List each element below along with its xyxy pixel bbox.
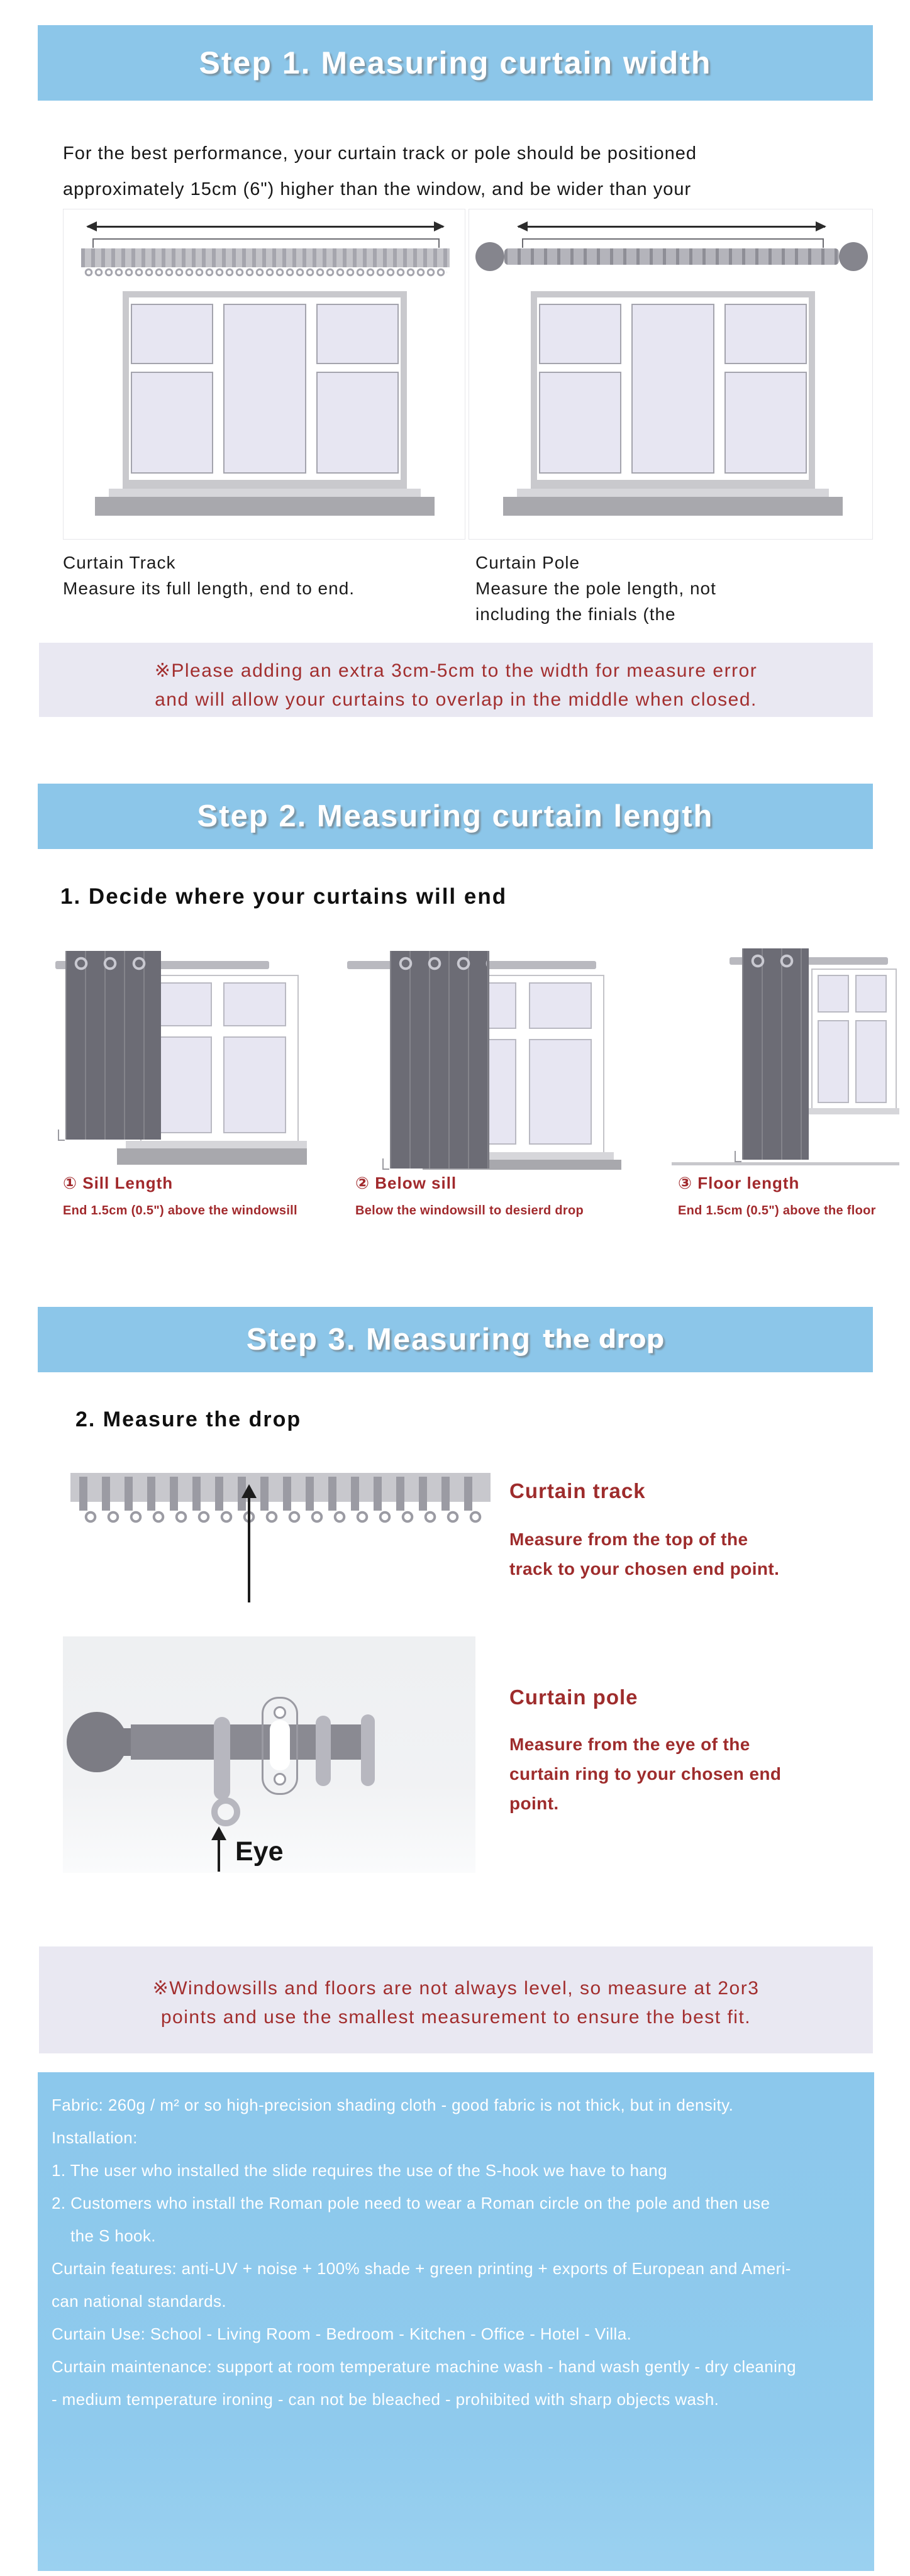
curtain-pole-body	[509, 1729, 781, 1818]
curtain-pole-title: Curtain pole	[509, 1685, 638, 1709]
window-frame	[531, 291, 815, 489]
window-pane	[316, 372, 399, 474]
below-sill-diagram	[347, 938, 621, 1170]
window-sill	[805, 1108, 899, 1114]
window-sill-base	[503, 497, 843, 516]
curtain-grommets	[68, 954, 158, 973]
window-pane	[724, 304, 807, 364]
window-pane	[529, 982, 592, 1029]
window-sill	[126, 1141, 307, 1148]
window-pane	[223, 304, 306, 474]
width-note	[39, 643, 873, 717]
window-pane	[223, 1036, 286, 1133]
window-pane	[316, 304, 399, 364]
curtain-track-diagram	[63, 209, 465, 540]
bracket-slot	[270, 1720, 290, 1770]
curtain-ring	[316, 1716, 331, 1786]
track-body-line-2: track to your chosen end point.	[509, 1559, 780, 1579]
pole-caption-title: Curtain Pole	[475, 553, 580, 572]
track-glider-hooks	[84, 267, 447, 278]
step2-banner-text: Step 2. Measuring curtain length	[197, 799, 714, 833]
windowsill-note-line-1: ※Windowsills and floors are not always level, so measure at 2or3	[152, 1978, 760, 1999]
measure-bracket	[522, 238, 824, 248]
step1-banner-text: Step 1. Measuring curtain width	[199, 45, 712, 80]
curtain-grommets	[392, 954, 487, 973]
sill-length-desc: End 1.5cm (0.5") above the windowsill	[63, 1204, 297, 1218]
info-line-install-2: 2. Customers who install the Roman pole need to wear a Roman circle on the pole and then use	[52, 2194, 770, 2212]
eye-label: Eye	[235, 1836, 284, 1867]
step3-heading: 2. Measure the drop	[75, 1407, 302, 1431]
window-pane	[631, 304, 714, 474]
window-column	[630, 297, 716, 480]
track-body-line-1: Measure from the top of the	[509, 1530, 748, 1549]
sill-length-label	[63, 1174, 297, 1218]
pole-caption-body-1: Measure the pole length, not	[475, 579, 716, 598]
eye-arrow-line	[218, 1839, 220, 1872]
drop-arrow-head	[241, 1484, 257, 1498]
width-note-line-2: and will allow your curtains to overlap in the middle when closed.	[155, 689, 757, 710]
below-sill-desc: Below the windowsill to desierd drop	[355, 1204, 584, 1218]
drop-arrow-line	[248, 1497, 250, 1602]
windowsill-note-line-2: points and use the smallest measurement to ensure the best fit.	[160, 2007, 752, 2028]
mounting-bracket	[262, 1697, 298, 1795]
info-line-features-2: can national standards.	[52, 2292, 227, 2311]
window-sill	[109, 489, 421, 497]
track-drop-diagram	[70, 1465, 491, 1616]
intro-line-1: For the best performance, your curtain track or pole should be positioned	[63, 143, 697, 164]
curtain-pole-diagram	[469, 209, 873, 540]
curtain-panel	[65, 951, 161, 1140]
step3-banner	[38, 1307, 873, 1372]
info-line-maintenance-2: - medium temperature ironing - can not be bleached - prohibited with sharp objects wash.	[52, 2390, 719, 2409]
window-pane	[131, 304, 213, 364]
width-note-line-1: ※Please adding an extra 3cm-5cm to the width for measure error	[154, 660, 758, 681]
pole-body-line-2: curtain ring to your chosen end	[509, 1764, 782, 1784]
intro-line-2: approximately 15cm (6") higher than the window, and be wider than your	[63, 179, 692, 199]
width-measure-arrow	[87, 226, 443, 228]
window-pane	[855, 1020, 887, 1103]
product-info-box	[38, 2072, 874, 2571]
step3-banner-text: Step 3. Measuring	[246, 1323, 532, 1357]
window-column	[314, 297, 401, 480]
curtain-track-title: Curtain track	[509, 1479, 646, 1502]
window-inner	[537, 297, 809, 480]
track-glider-rings	[79, 1511, 482, 1524]
info-line-fabric: Fabric: 260g / m² or so high-precision shading cloth - good fabric is not thick, but in density.	[52, 2096, 734, 2114]
curtain-track-bar	[81, 248, 450, 267]
measure-tick	[382, 1158, 389, 1170]
info-line-features: Curtain features: anti-UV + noise + 100% shade + green printing + exports of European and Ameri-	[52, 2259, 791, 2278]
bracket-screw-hole	[274, 1773, 286, 1785]
window-inner	[129, 297, 401, 480]
window-pane	[131, 372, 213, 474]
window-pane	[539, 372, 621, 474]
measure-bracket	[92, 238, 440, 248]
ring-eye	[211, 1797, 240, 1826]
track-caption	[63, 550, 355, 601]
info-line-install-1: 1. The user who installed the slide requires the use of the S-hook we have to hang	[52, 2161, 668, 2180]
step2-banner	[38, 784, 873, 849]
window-sill-base	[117, 1148, 307, 1165]
window-column	[537, 297, 623, 480]
pole-finial-left	[475, 242, 504, 271]
sill-length-diagram	[55, 938, 307, 1170]
curtain-panel	[742, 948, 809, 1160]
track-glider-stems	[79, 1477, 482, 1511]
bracket-screw-hole	[274, 1706, 286, 1719]
pole-caption	[475, 550, 716, 627]
window-pane	[855, 975, 887, 1013]
floor-length-diagram	[672, 938, 899, 1170]
pole-finial	[67, 1712, 127, 1772]
below-sill-label	[355, 1174, 584, 1218]
sill-length-title: ① Sill Length	[63, 1174, 174, 1192]
curtain-track-body	[509, 1524, 779, 1584]
pole-body-line-3: point.	[509, 1794, 559, 1813]
curtain-pole-bar	[504, 248, 839, 265]
eye-arrow-head	[211, 1826, 226, 1840]
window-pane	[529, 1039, 592, 1145]
pole-end-ring	[361, 1714, 375, 1786]
step1-intro-text	[63, 136, 874, 208]
info-line-maintenance: Curtain maintenance: support at room temperature machine wash - hand wash gently - dry cleaning	[52, 2357, 797, 2376]
floor-length-desc: End 1.5cm (0.5") above the floor	[678, 1204, 876, 1218]
measure-tick	[735, 1151, 741, 1162]
window-frame	[811, 969, 897, 1111]
step3-banner-subtext: the drop	[543, 1325, 665, 1354]
floor-line	[672, 1162, 899, 1165]
window-pane	[223, 982, 286, 1026]
window-pane	[724, 372, 807, 474]
pole-rod	[131, 1724, 372, 1760]
window-sill-base	[95, 497, 435, 516]
info-line-install-2b: the S hook.	[70, 2226, 156, 2245]
floor-length-title: ③ Floor length	[678, 1174, 800, 1192]
window-frame	[123, 291, 407, 489]
window-pane	[539, 304, 621, 364]
window-column	[723, 297, 809, 480]
window-column	[221, 297, 308, 480]
pole-eye-photo	[63, 1636, 475, 1873]
width-measure-arrow	[518, 226, 825, 228]
step1-banner	[38, 25, 873, 101]
windowsill-note	[39, 1946, 873, 2053]
pole-body-line-1: Measure from the eye of the	[509, 1735, 750, 1754]
window-sill	[517, 489, 829, 497]
curtain-ring	[214, 1717, 230, 1800]
pole-finial-right	[839, 242, 868, 271]
info-line-use: Curtain Use: School - Living Room - Bedroom - Kitchen - Office - Hotel - Villa.	[52, 2324, 632, 2343]
curtain-panel	[390, 951, 489, 1169]
pole-caption-body-2: including the finials (the	[475, 604, 676, 624]
window-pane	[818, 1020, 849, 1103]
measure-tick	[58, 1130, 65, 1141]
window-frame	[140, 975, 299, 1143]
info-line-installation: Installation:	[52, 2128, 138, 2147]
track-caption-title: Curtain Track	[63, 553, 176, 572]
floor-length-label	[678, 1174, 876, 1218]
track-caption-body: Measure its full length, end to end.	[63, 579, 355, 598]
step2-heading: 1. Decide where your curtains will end	[60, 884, 508, 909]
curtain-grommets	[745, 952, 806, 970]
below-sill-title: ② Below sill	[355, 1174, 457, 1192]
window-pane	[818, 975, 849, 1013]
window-column	[129, 297, 215, 480]
